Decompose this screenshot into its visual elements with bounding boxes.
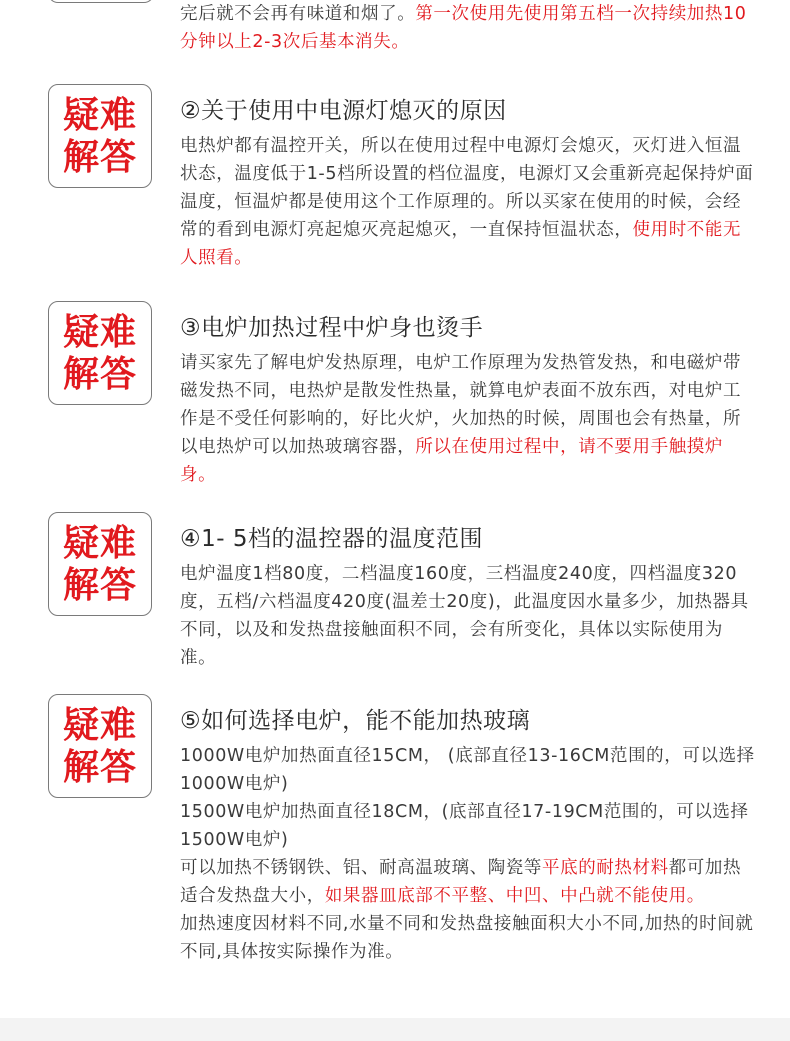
intro-red-text: 第一次使用先使用第五档一次持续加热10分钟以上2-3次后基本消失。 <box>180 4 747 52</box>
paragraph-1000w: 1000W电炉加热面直径15CM， (底部直径13-16CM范围的，可以选择1000W电炉) <box>180 746 755 794</box>
badge-line-1: 疑难 <box>62 94 137 136</box>
body-text: 电热炉都有温控开关，所以在使用过程中电源灯会熄灭，灭灯进入恒温状态，温度低于1-5档所设置的档位温度，电源灯又会重新亮起保持炉面温度，恒温炉都是使用这个工作原理的。所以买家在使用的时候，会经常的看到电源灯亮起熄灭亮起熄灭，一直保持恒温状态， <box>180 136 754 240</box>
body-red-text: 平底的耐热材料 <box>542 858 669 878</box>
badge-line-2: 解答 <box>62 353 137 395</box>
body-red-text: 使用时不能无人照看。 <box>180 220 742 268</box>
badge-line-1: 疑难 <box>62 522 137 564</box>
section-title-hot-body: ③电炉加热过程中炉身也烫手 <box>180 315 484 341</box>
faq-badge <box>48 694 152 798</box>
section-title-power-light: ②关于使用中电源灯熄灭的原因 <box>180 98 507 124</box>
body-text: 请买家先了解电炉发热原理，电炉工作原理为发热管发热，和电磁炉带磁发热不同，电热炉是散发性热量，就算电炉表面不放东西，对电炉工作是不受任何影响的，好比火炉，火加热的时候，周围也会有热量，所以电热炉可以加热玻璃容器， <box>180 353 742 457</box>
badge-line-2: 解答 <box>62 746 137 788</box>
section-body-choose-stove <box>180 742 756 966</box>
body-red-text: 所以在使用过程中，请不要用手触摸炉身。 <box>180 437 724 485</box>
badge-frame-partial <box>48 0 154 3</box>
body-red-text: 如果器皿底部不平整、中凹、中凸就不能使用。 <box>324 886 705 906</box>
intro-text: 完后就不会再有味道和烟了。 <box>180 4 416 24</box>
body-text: 电炉温度1档80度，二档温度160度，三档温度240度，四档温度320度，五档/六档温度420度(温差士20度)，此温度因水量多少，加热器具不同，以及和发热盘接触面积不同，会有所变化，具体以实际使用为准。 <box>180 564 749 668</box>
faq-badge <box>48 84 152 188</box>
section-title-choose-stove: ⑤如何选择电炉，能不能加热玻璃 <box>180 708 531 734</box>
badge-line-2: 解答 <box>62 136 137 178</box>
paragraph-heating-speed: 加热速度因材料不同,水量不同和发热盘接触面积大小不同,加热的时间就不同,具体按实际操作为准。 <box>180 914 754 962</box>
section-body-hot-body <box>180 349 756 489</box>
body-text: 可以加热不锈钢铁、铝、耐高温玻璃、陶瓷等 <box>180 858 542 878</box>
bottom-divider-band <box>0 1018 790 1041</box>
faq-badge <box>48 301 152 405</box>
section-body-power-light <box>180 132 756 272</box>
body-text: 都可加热适合发热盘大小， <box>180 858 742 906</box>
section-title-temperature: ④1- 5档的温控器的温度范围 <box>180 526 483 552</box>
section-body-temperature <box>180 560 756 672</box>
faq-badge <box>48 512 152 616</box>
badge-line-1: 疑难 <box>62 311 137 353</box>
intro-paragraph <box>180 0 756 56</box>
paragraph-materials <box>180 854 756 910</box>
paragraph-1500w: 1500W电炉加热面直径18CM，(底部直径17-19CM范围的，可以选择1500W电炉) <box>180 802 749 850</box>
badge-line-1: 疑难 <box>62 704 137 746</box>
badge-line-2: 解答 <box>62 564 137 606</box>
